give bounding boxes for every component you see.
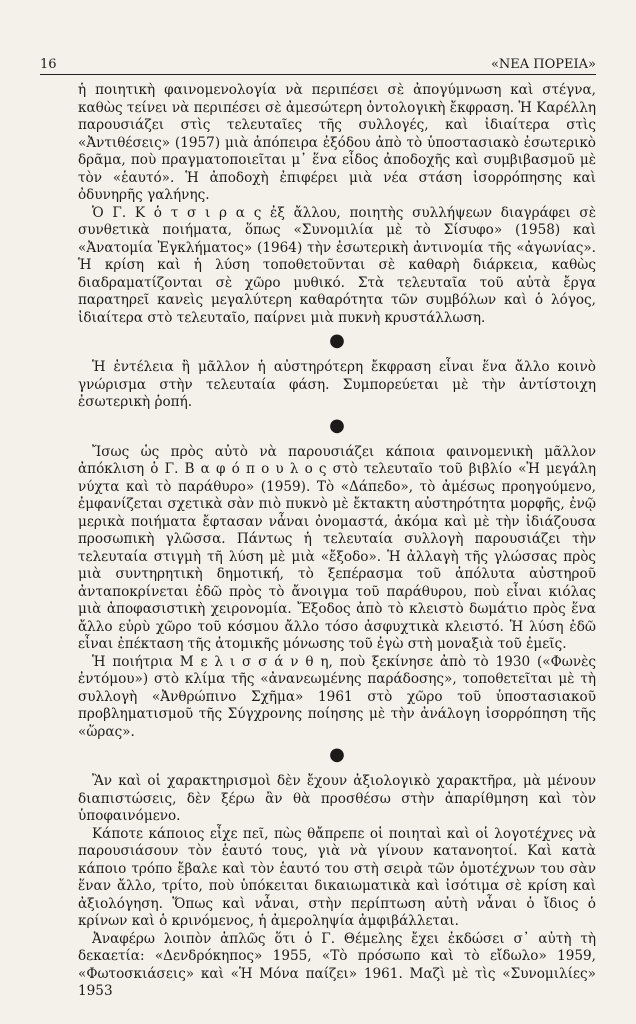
paragraph: Ὁ Γ. Κ ὁ τ σ ι ρ α ς ἐξ ἄλλου, ποιητὴς συλλήψεων διαγράφει σὲ συνθετικὰ ποιήματα, ὅπως «Συνομιλία μὲ τὸ Σίσυφο» (1958) καὶ «Ἀνατομία Ἐγκλήματος» (1964) τὴν ἐσωτερικὴ ἀντινομία τῆς «ἀγωνίας». Ἡ κρίση καὶ ἡ λύση τοποθετοῦνται σὲ καθαρὴ διάρκεια, καθὼς διαδραματίζονται σὲ χῶρο μυθικό. Στὰ τελευταῖα τοῦ αὐτὰ ἔργα παρατηρεῖ κανεὶς μεγαλύτερη καθαρότητα τῶν συμβόλων καὶ ὁ λόγος, ἰδιαίτερα στὸ τελευταῖο, παίρνει μιὰ πυκνὴ κρυστάλλωση.: [78, 204, 596, 326]
paragraph: Κάποτε κάποιος εἶχε πεῖ, πὼς θἄπρεπε οἱ ποιηταὶ καὶ οἱ λογοτέχνες νὰ παρουσιάσουν τὸν ἑαυτό τους, γιὰ νὰ γίνουν κατανοητοί. Καὶ κατὰ κάποιο τρόπο ἔβαλε καὶ τὸν ἑαυτό του στὴ σειρὰ τῶν ὁμοτέχνων του σὰν ἕναν ἄλλο, τρίτο, ποὺ ὑπόκειται δικαιωματικὰ καὶ ἰσότιμα σὲ κρίση καὶ ἀξιολόγηση. Ὅπως καὶ νἆναι, στὴν περίπτωση αὐτὴ νἆναι ὁ ἴδιος ὁ κρίνων καὶ ὁ κρινόμενος, ἡ ἀμεροληψία ἀμφιβάλλεται.: [78, 825, 596, 929]
journal-title: «ΝΕΑ ΠΟΡΕΙΑ»: [490, 57, 596, 72]
section-separator: ●: [329, 744, 345, 765]
running-header: [40, 52, 596, 72]
header-rule: [40, 74, 596, 75]
paragraph: ἡ ποιητικὴ φαινομενολογία νὰ περιπέσει σὲ ἀπογύμνωση καὶ στέγνα, καθὼς τείνει νὰ περιπέσει σὲ ἀμεσώτερη ὀντολογικὴ ἔκφραση. Ἡ Καρέλλη παρουσιάζει στὶς τελευταῖες τῆς συλλογές, καὶ ἰδιαίτερα στὶς «Ἀντιθέσεις» (1957) μιὰ ἀπόπειρα ἐξόδου ἀπὸ τὸ ὑποστασιακὸ ἐσωτερικὸ δρᾶμα, ποὺ πραγματοποιεῖται μ᾽ ἕνα εἶδος ἀποδοχῆς καὶ συμβιβασμοῦ μὲ τὸν «ἑαυτό». Ἡ ἀποδοχὴ ἐπιφέρει μιὰ νέα στάση ἰσορρόπησης καὶ ὀδυνηρῆς γαλήνης.: [78, 82, 596, 203]
paragraph: Ἂν καὶ οἱ χαρακτηρισμοὶ δὲν ἔχουν ἀξιολογικὸ χαρακτῆρα, μὰ μένουν διαπιστώσεις, δὲν ξέρω ἂν θὰ προσθέσω στὴν ἀπαρίθμηση καὶ τὸν ὑποφαινόμενο.: [78, 773, 596, 824]
paragraph: Ἴσως ὡς πρὸς αὐτὸ νὰ παρουσιάζει κάποια φαινομενικὴ μᾶλλον ἀπόκλιση ὁ Γ. Β α φ ό π ο υ λ ο ς στὸ τελευταῖο τοῦ βιβλίο «Ἡ μεγάλη νύχτα καὶ τὸ παράθυρο» (1959). Τὸ «Δάπεδο», τὸ ἀμέσως προηγούμενο, ἐμφανίζεται σχετικὰ σὰν πιὸ πυκνὸ μὲ ἔκτακτη αὐστηρότητα μορφῆς, ἐνῷ μερικὰ ποιήματα ἔφτασαν νἆναι ὀνομαστά, ἀκόμα καὶ μὲ τὴν ἰδιάζουσα προσωπικὴ γλῶσσα. Πάντως ἡ τελευταία συλλογὴ παρουσιάζει τὴν τελευταία στιγμὴ τῆ λύση μὲ μιὰ «ἔξοδο». Ἡ ἀλλαγὴ τῆς γλώσσας πρὸς μιὰ συντηρητικὴ δημοτική, τὸ ξεπέρασμα τοῦ ἀπόλυτα αὐστηροῦ ἀνταποκρίνεται ἐδῶ πρὸς τὸ ἄνοιγμα τοῦ παράθυρου, ποὺ εἶναι κιόλας μιὰ ἀποφασιστικὴ χειρονομία. Ἔξοδος ἀπὸ τὸ κλειστὸ δωμάτιο πρὸς ἕνα ἄλλο εὐρὺ χῶρο τοῦ κόσμου ἄλλο τόσο ἀσφυχτικὰ κλειστό. Ἡ λύση ἐδῶ εἶναι ἐπέκταση τῆς ἀτομικῆς μόνωσης τοῦ ἐγὼ στὴ μοναξιὰ τοῦ ἐμεῖς.: [78, 443, 596, 652]
section-separator: ●: [329, 330, 345, 351]
page-number: 16: [40, 57, 57, 72]
paragraph: Ἡ ἐντέλεια ἢ μᾶλλον ἡ αὐστηρότερη ἔκφραση εἶναι ἕνα ἄλλο κοινὸ γνώρισμα στὴν τελευταία φάση. Συμπορεύεται μὲ τὴν ἀντίστοιχη ἐσωτερικὴ ῥοπή.: [78, 359, 596, 410]
article-body: [78, 82, 596, 1001]
section-separator: ●: [329, 414, 345, 436]
paragraph: Ἀναφέρω λοιπὸν ἁπλῶς ὅτι ὁ Γ. Θέμελης ἔχει ἐκδώσει σ᾽ αὐτὴ τὴ δεκαετία: «Δενδρόκηπος» 1955, «Τὸ πρόσωπο καὶ τὸ εἴδωλο» 1959, «Φωτοσκιάσεις» καὶ «Ἡ Μόνα παίζει» 1961. Μαζὶ μὲ τὶς «Συνομιλίες» 1953: [78, 930, 596, 999]
paragraph: Ἡ ποιήτρια Μ ε λ ι σ σ ά ν θ η, ποὺ ξεκίνησε ἀπὸ τὸ 1930 («Φωνὲς ἐντόμου») στὸ κλίμα τῆς «ἀνανεωμένης παράδοσης», τοποθετεῖται μὲ τὴ συλλογὴ «Ἀνθρώπινο Σχῆμα» 1961 στὸ χῶρο τοῦ ὑποστασιακοῦ προβληματισμοῦ τῆς Σύγχρονης ποίησης μὲ τὴν ἀνάλογη ἰσορρόπηση τῆς «ὥρας».: [78, 653, 596, 740]
